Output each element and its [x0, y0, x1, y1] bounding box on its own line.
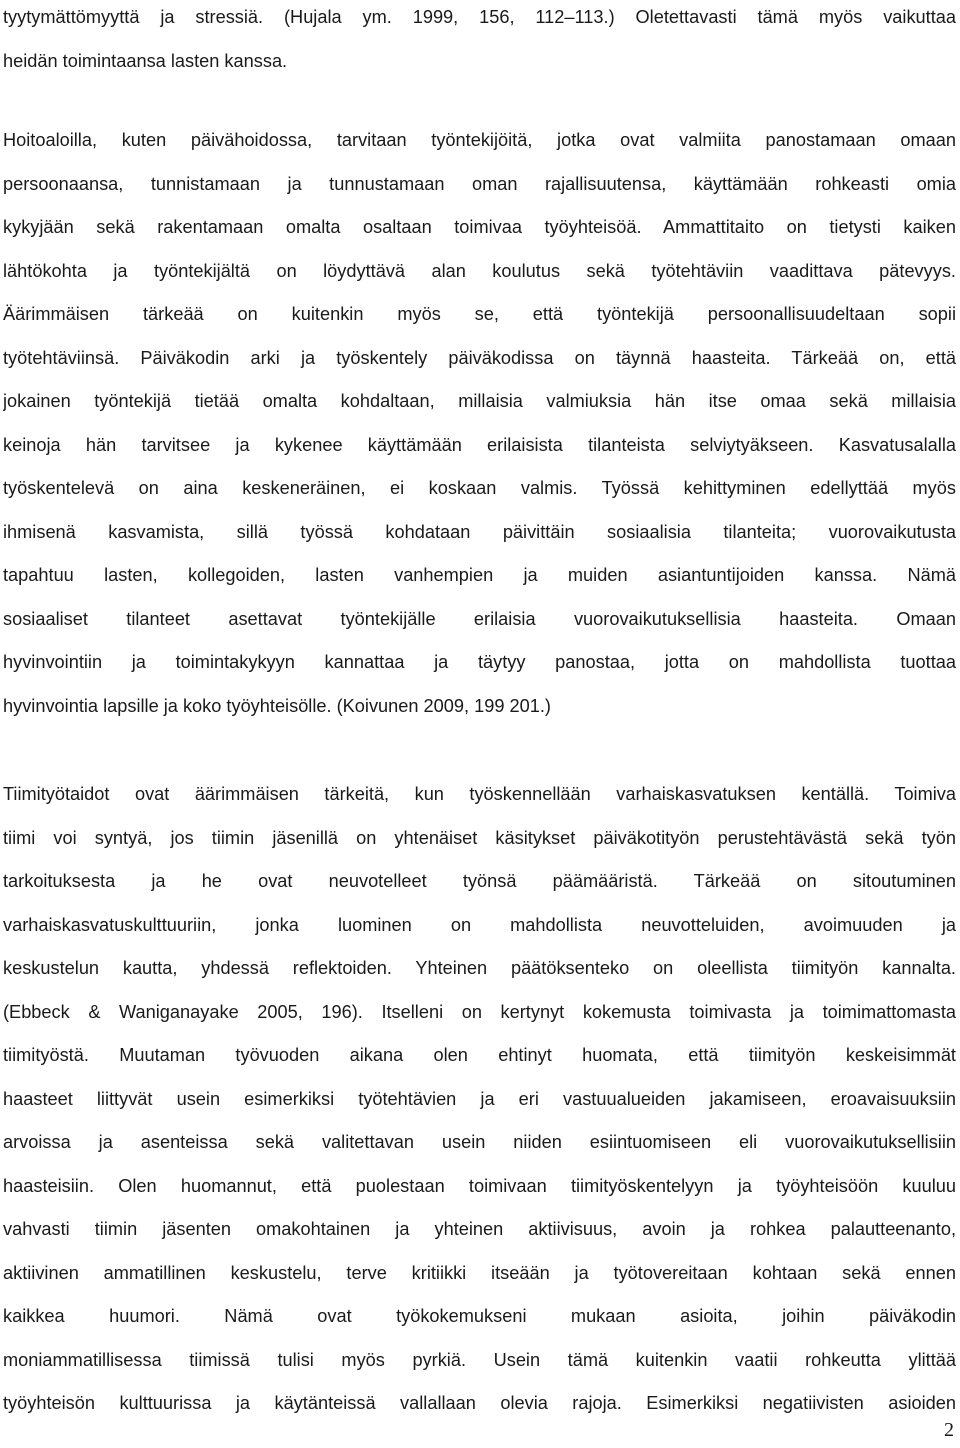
- text-line: kykyjään sekä rakentamaan omalta osaltaan toimivaa työyhteisöä. Ammattitaito on tietysti kaiken: [3, 217, 956, 237]
- paragraph-teamwork: [3, 773, 956, 1426]
- text-line: Tiimityötaidot ovat äärimmäisen tärkeitä, kun työskennellään varhaiskasvatuksen kentällä. Toimiva: [3, 784, 956, 804]
- text-line: tiimi voi syntyä, jos tiimin jäsenillä on yhtenäiset käsitykset päiväkotityön perustehtävästä sekä työn: [3, 827, 956, 848]
- text-line: aktiivinen ammatillinen keskustelu, terve kritiikki itseään ja työtovereitaan kohtaan sekä ennen: [3, 1262, 956, 1283]
- text-line: jokainen työntekijä tietää omalta kohdaltaan, millaisia valmiuksia hän itse omaa sekä millaisia: [3, 391, 956, 411]
- text-line: työskentelevä on aina keskeneräinen, ei koskaan valmis. Työssä kehittyminen edellyttää myös: [3, 478, 956, 498]
- text-line: keinoja hän tarvitsee ja kykenee käyttämään erilaisista tilanteista selviytyäkseen. Kasvatusalalla: [3, 434, 956, 455]
- text-line: haasteet liittyvät usein esimerkiksi työtehtävien ja eri vastuualueiden jakamiseen, eroavaisuuksiin: [3, 1088, 956, 1109]
- text-line: työyhteisön kulttuurissa ja käytänteissä vallallaan olevia rajoja. Esimerkiksi negatiivisten asioiden: [3, 1393, 956, 1413]
- text-line: haasteisiin. Olen huomannut, että puolestaan toimivaan tiimityöskentelyyn ja työyhteisöön kuuluu: [3, 1175, 956, 1196]
- text-line: vahvasti tiimin jäsenten omakohtainen ja yhteinen aktiivisuus, avoin ja rohkea palautteenanto,: [3, 1219, 956, 1239]
- text-line: tarkoituksesta ja he ovat neuvotelleet työnsä päämääristä. Tärkeää on sitoutuminen: [3, 871, 956, 891]
- text-line: lähtökohta ja työntekijältä on löydyttävä alan koulutus sekä työtehtäviin vaadittava pätevyys.: [3, 260, 956, 281]
- text-line: kaikkea huumori. Nämä ovat työkokemukseni mukaan asioita, joihin päiväkodin: [3, 1306, 956, 1326]
- text-line: tapahtuu lasten, kollegoiden, lasten vanhempien ja muiden asiantuntijoiden kanssa. Nämä: [3, 565, 956, 585]
- text-line: hyvinvointia lapsille ja koko työyhteisölle. (Koivunen 2009, 199 201.): [3, 695, 551, 716]
- paragraph-stress-continuation: [3, 0, 956, 83]
- text-line: tyytymättömyyttä ja stressiä. (Hujala ym. 1999, 156, 112–113.) Oletettavasti tämä myös vaikuttaa: [3, 7, 956, 27]
- text-line: (Ebbeck & Waniganayake 2005, 196). Itselleni on kertynyt kokemusta toimivasta ja toimimattomasta: [3, 1001, 956, 1022]
- text-line: moniammatillisessa tiimissä tulisi myös pyrkiä. Usein tämä kuitenkin vaatii rohkeutta ylittää: [3, 1349, 956, 1370]
- text-line: keskustelun kautta, yhdessä reflektoiden. Yhteinen päätöksenteko on oleellista tiimityön kannalta.: [3, 958, 956, 978]
- text-line: heidän toimintaansa lasten kanssa.: [3, 50, 288, 71]
- text-line: persoonaansa, tunnistamaan ja tunnustamaan oman rajallisuutensa, käyttämään rohkeasti omia: [3, 173, 956, 194]
- text-line: hyvinvointiin ja toimintakykyyn kannattaa ja täytyy panostaa, jotta on mahdollista tuottaa: [3, 652, 956, 672]
- text-line: Hoitoaloilla, kuten päivähoidossa, tarvitaan työntekijöitä, jotka ovat valmiita panostamaan omaan: [3, 130, 956, 150]
- text-line: ihmisenä kasvamista, sillä työssä kohdataan päivittäin sosiaalisia tilanteita; vuorovaikutusta: [3, 521, 956, 542]
- text-line: tiimityöstä. Muutaman työvuoden aikana olen ehtinyt huomata, että tiimityön keskeisimmät: [3, 1045, 956, 1065]
- text-line: Äärimmäisen tärkeää on kuitenkin myös se, että työntekijä persoonallisuudeltaan sopii: [3, 304, 956, 324]
- page-number: 2: [944, 1419, 954, 1441]
- text-line: työtehtäviinsä. Päiväkodin arki ja työskentely päiväkodissa on täynnä haasteita. Tärkeää on, että: [3, 347, 956, 368]
- text-line: sosiaaliset tilanteet asettavat työntekijälle erilaisia vuorovaikutuksellisia haasteita. Omaan: [3, 608, 956, 629]
- paragraph-care-work: [3, 119, 956, 728]
- text-line: arvoissa ja asenteissa sekä valitettavan usein niiden esiintuomiseen eli vuorovaikutuksellisiin: [3, 1132, 956, 1152]
- text-line: varhaiskasvatuskulttuuriin, jonka luominen on mahdollista neuvotteluiden, avoimuuden ja: [3, 914, 956, 935]
